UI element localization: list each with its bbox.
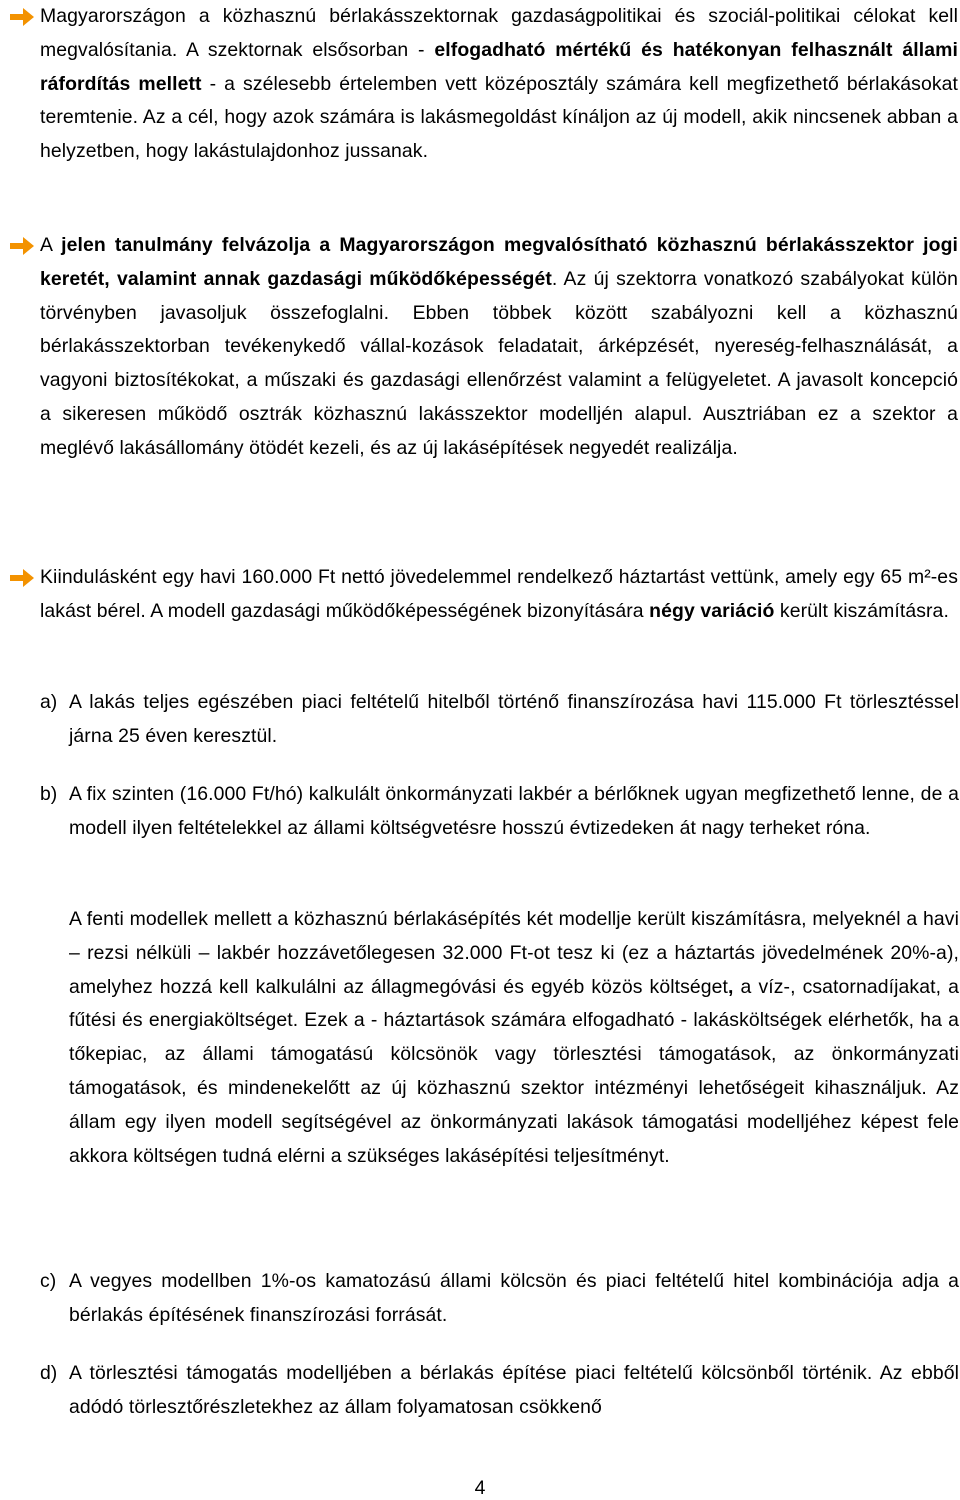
list-item-a: A lakás teljes egészében piaci feltételű hitelből történő finanszírozása havi 115.000 Ft törlesztéssel járna 25 éven keresztül. — [69, 691, 959, 747]
right-arrow-icon-svg — [8, 566, 36, 590]
paragraph-study-text-2: . Az új szektorra vonatkozó szabályokat külön törvényben javasoljuk összefoglalni. Ebben többek között szabályozni kell a közhasznú bérlakásszektorban tevékenykedő vállal-kozások feladatait, árképzését, nyereség-felhasználását, a vagyoni biztosítékokat, a műszaki és gazdasági ellenőrzést valamint a felügyeletet. A javasolt koncepció a sikeresen működő osztrák közhasznú lakásszektor modelljén alapul. Ausztriában ez a szektor a meglévő lakásállomány ötödét kezeli, és az új lakásépítések negyedét realizálja. — [40, 267, 958, 459]
list-item-label-a: a) — [40, 691, 58, 713]
paragraph-study-outline — [40, 229, 958, 466]
list-item-label-c: c) — [40, 1270, 57, 1292]
arrow-shape — [10, 237, 34, 255]
right-arrow-icon — [8, 5, 36, 29]
paragraph-baseline-text-2: került kiszámításra. — [774, 599, 949, 622]
list-item-c: A vegyes modellben 1%-os kamatozású állami kölcsön és piaci feltételű hitel kombinációja adja a bérlakás építésének finanszírozási forrását. — [69, 1270, 959, 1326]
right-arrow-icon-svg — [8, 5, 36, 29]
list-item-label-b: b) — [40, 783, 58, 805]
paragraph-study-bold: jelen tanulmány felvázolja a Magyarországon megvalósítható közhasznú bérlakásszektor jogi keretét, valamint annak gazdasági működőképességét — [40, 234, 959, 290]
paragraph-baseline-bold: négy variáció — [649, 599, 775, 622]
list-item-b: A fix szinten (16.000 Ft/hó) kalkulált önkormányzati lakbér a bérlőknek ugyan megfizethető lenne, de a modell ilyen feltételekkel az állami költségvetésre hosszú évtizedeken át nagy terheket róna. — [69, 783, 959, 839]
paragraph-intro — [40, 0, 958, 169]
list-item-b-continuation-text-1: A fenti modellek mellett a közhasznú bérlakásépítés két modellje került kiszámításra, melyeknél a havi – rezsi nélküli – lakbér hozzávetőlegesen 32.000 Ft-ot tesz ki (ez a háztartás jövedelmének 20%-a), amelyhez hozzá kell kalkulálni az állagmegóvási és egyéb közös költséget — [69, 908, 959, 998]
page-number: 4 — [474, 1477, 486, 1499]
paragraph-intro-bold: elfogadható mértékű és hatékonyan felhasznált állami ráfordítás mellett — [40, 38, 958, 95]
right-arrow-icon — [8, 234, 36, 258]
paragraph-intro-text-1: Magyarországon a közhasznú bérlakásszektornak gazdaságpolitikai és szociál-politikai célokat kell megvalósítania. A szektornak elsősorban - — [40, 5, 958, 61]
right-arrow-icon-svg — [8, 234, 36, 258]
arrow-shape — [10, 8, 34, 26]
list-item-b-continuation — [69, 903, 959, 1173]
paragraph-baseline-text-1: Kiindulásként egy havi 160.000 Ft nettó jövedelemmel rendelkező háztartást vettünk, amely egy 65 m²-es lakást bérel. A modell gazdasági működőképességének bizonyítására — [40, 566, 958, 622]
paragraph-study-text-1: A — [40, 234, 62, 256]
right-arrow-icon — [8, 566, 36, 590]
paragraph-baseline — [40, 561, 958, 629]
list-item-d: A törlesztési támogatás modelljében a bérlakás építése piaci feltételű kölcsönből történik. Az ebből adódó törlesztőrészletekhez az állam folyamatosan csökkenő — [69, 1362, 959, 1418]
paragraph-intro-text-2: - a szélesebb értelemben vett középosztály számára kell megfizethető bérlakásokat teremtenie. Az a cél, hogy azok számára is lakásmegoldást kínáljon az új modell, akik nincsenek abban a helyzetben, hogy lakástulajdonhoz jussanak. — [40, 72, 958, 163]
arrow-shape — [10, 569, 34, 587]
list-item-b-continuation-bold: , — [728, 975, 734, 998]
list-item-label-d: d) — [40, 1362, 58, 1384]
list-item-b-continuation-text-2: a víz-, csatornadíjakat, a fűtési és energiaköltséget. Ezek a - háztartások számára elfogadható - lakásköltségek elérhetők, ha a tőkepiac, az állami támogatású kölcsönök vagy törlesztési támogatások, az önkormányzati támogatások, és mindenekelőtt az új közhasznú szektor intézményi lehetőségeit kihasználjuk. Az állam egy ilyen modell segítségével az önkormányzati lakások támogatási modelljéhez képest fele akkora költségen tudná elérni a szükséges lakásépítési teljesítményt. — [69, 975, 959, 1167]
